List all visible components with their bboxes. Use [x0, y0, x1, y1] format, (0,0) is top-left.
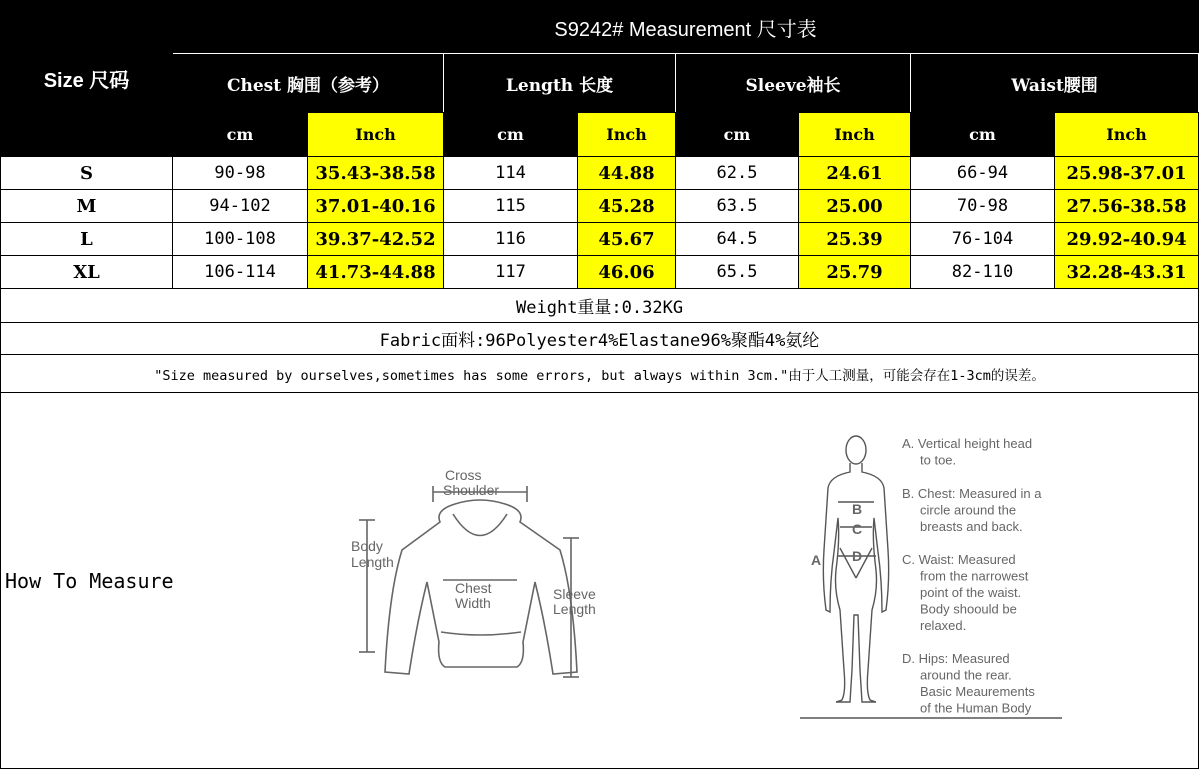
table-row — [1, 223, 1199, 256]
unit-header: cm — [676, 113, 799, 157]
unit-header: Inch — [578, 113, 676, 157]
table-row — [1, 256, 1199, 289]
inch-value: 29.92-40.94 — [1055, 223, 1199, 256]
inch-value: 25.39 — [799, 223, 911, 256]
cm-value: 82-110 — [911, 256, 1055, 289]
label-c: C — [852, 521, 863, 537]
label-a: A — [811, 552, 822, 568]
body-note-line: B. Chest: Measured in a — [902, 486, 1042, 501]
sleeve-length-label: Sleeve Length — [553, 586, 596, 617]
body-diagram — [800, 430, 1090, 725]
label-d: D — [852, 548, 863, 564]
length-header: Length 长度 — [444, 54, 676, 113]
inch-value: 37.01-40.16 — [308, 190, 444, 223]
cross-shoulder-label: Cross Shoulder — [443, 467, 500, 498]
body-note-line: point of the waist. — [920, 585, 1022, 600]
cm-value: 64.5 — [676, 223, 799, 256]
body-note-line: D. Hips: Measured — [902, 651, 1010, 666]
size-header: Size 尺码 — [1, 1, 173, 157]
size-label: S — [1, 157, 173, 190]
body-note-line: to toe. — [920, 452, 957, 468]
inch-value: 25.79 — [799, 256, 911, 289]
body-note-line: relaxed. — [920, 618, 967, 633]
inch-value: 27.56-38.58 — [1055, 190, 1199, 223]
inch-value: 25.00 — [799, 190, 911, 223]
body-note-line: breasts and back. — [920, 519, 1023, 534]
size-label: L — [1, 223, 173, 256]
cm-value: 70-98 — [911, 190, 1055, 223]
size-label: M — [1, 190, 173, 223]
unit-header: cm — [444, 113, 578, 157]
size-label: XL — [1, 256, 173, 289]
chest-header: Chest 胸围（参考） — [173, 54, 444, 113]
label-b: B — [852, 501, 863, 517]
unit-header: cm — [173, 113, 308, 157]
fabric-row: Fabric面料:96Polyester4%Elastane96%聚酯4%氨纶 — [1, 323, 1199, 355]
unit-header: Inch — [799, 113, 911, 157]
body-note-line: Basic Meaurements — [920, 684, 1035, 699]
cm-value: 76-104 — [911, 223, 1055, 256]
body-note-line: circle around the — [920, 502, 1017, 518]
unit-header: Inch — [308, 113, 444, 157]
body-note-line: A. Vertical height head — [902, 436, 1033, 451]
body-note-line: from the narrowest — [920, 568, 1029, 584]
waist-header: Waist腰围 — [911, 54, 1199, 113]
cm-value: 114 — [444, 157, 578, 190]
inch-value: 46.06 — [578, 256, 676, 289]
cm-value: 106-114 — [173, 256, 308, 289]
inch-value: 25.98-37.01 — [1055, 157, 1199, 190]
table-row — [1, 190, 1199, 223]
cm-value: 117 — [444, 256, 578, 289]
inch-value: 35.43-38.58 — [308, 157, 444, 190]
inch-value: 45.28 — [578, 190, 676, 223]
body-note-line: Body shoould be — [920, 601, 1017, 617]
chest-width-label: Chest Width — [455, 580, 492, 611]
inch-value: 24.61 — [799, 157, 911, 190]
garment-diagram — [345, 462, 615, 692]
how-to-measure-label: How To Measure — [1, 393, 1199, 769]
body-note-line: around the rear. — [920, 667, 1012, 683]
body-length-label: Body Length — [351, 538, 394, 570]
cm-value: 94-102 — [173, 190, 308, 223]
cm-value: 115 — [444, 190, 578, 223]
cm-value: 66-94 — [911, 157, 1055, 190]
cm-value: 100-108 — [173, 223, 308, 256]
cm-value: 63.5 — [676, 190, 799, 223]
inch-value: 32.28-43.31 — [1055, 256, 1199, 289]
cm-value: 116 — [444, 223, 578, 256]
cm-value: 65.5 — [676, 256, 799, 289]
unit-header: cm — [911, 113, 1055, 157]
inch-value: 44.88 — [578, 157, 676, 190]
cm-value: 62.5 — [676, 157, 799, 190]
inch-value: 41.73-44.88 — [308, 256, 444, 289]
cm-value: 90-98 — [173, 157, 308, 190]
body-note-line: C. Waist: Measured — [902, 552, 1016, 567]
inch-value: 39.37-42.52 — [308, 223, 444, 256]
chart-title: S9242# Measurement 尺寸表 — [173, 1, 1199, 54]
inch-value: 45.67 — [578, 223, 676, 256]
unit-header: Inch — [1055, 113, 1199, 157]
body-note-line: of the Human Body — [920, 700, 1032, 716]
table-row — [1, 157, 1199, 190]
measurement-note: "Size measured by ourselves,sometimes has some errors, but always within 3cm."由于人工测量，可能会存在1-3cm的误差。 — [1, 355, 1199, 393]
sleeve-header: Sleeve袖长 — [676, 54, 911, 113]
weight-row: Weight重量:0.32KG — [1, 289, 1199, 323]
